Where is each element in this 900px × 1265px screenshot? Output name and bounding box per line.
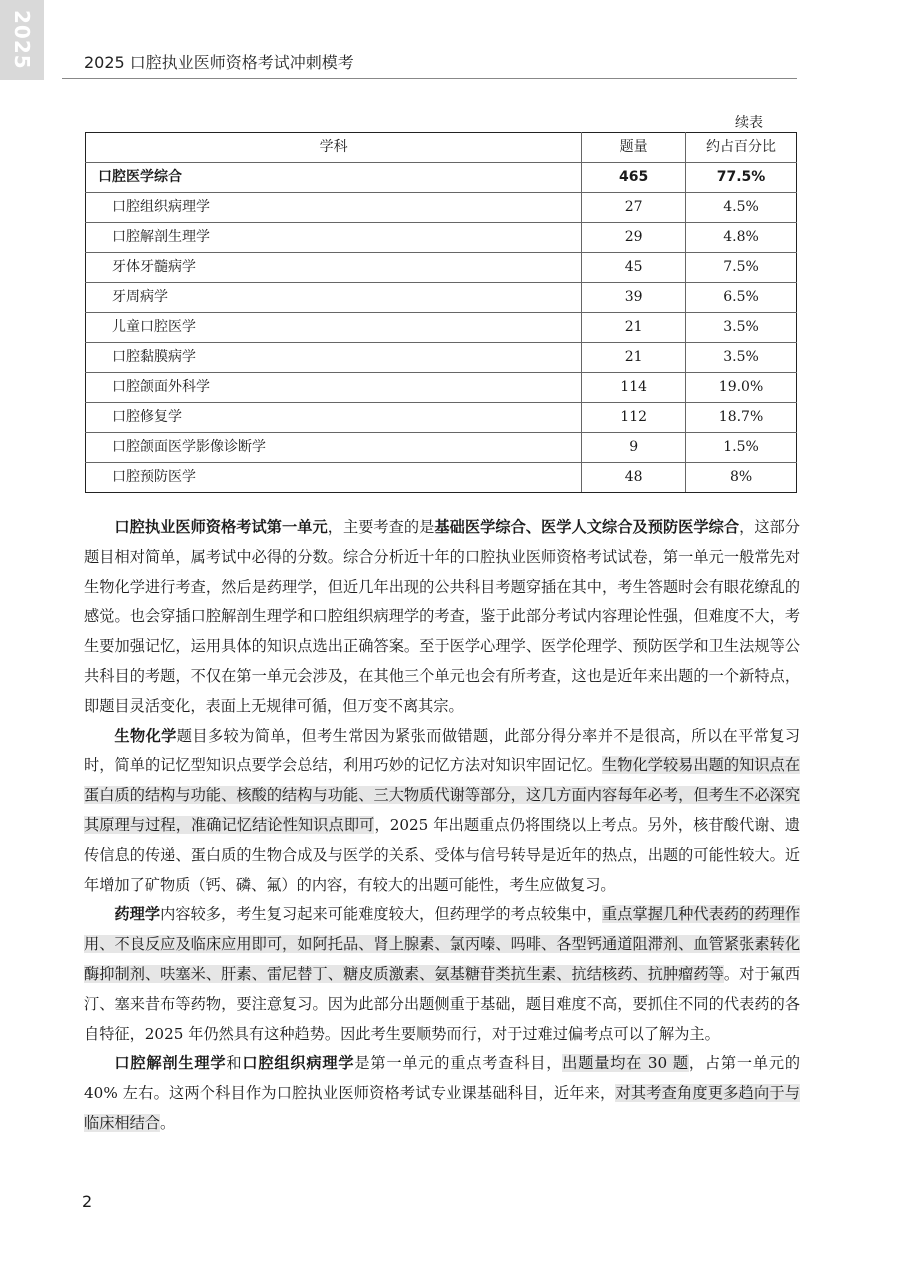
bold-term: 生物化学 — [114, 726, 177, 745]
row-percent: 3.5% — [686, 343, 797, 373]
text-run: ，这部分题目相对简单，属考试中必得的分数。综合分析近十年的口腔执业医师资格考试试卷，第一单元一般常先对生物化学进行考查，然后是药理学，但近几年出现的公共科目考题穿插在其中，考生答题时会有眼花缭乱的感觉。也会穿插口腔解剖生理学和口腔组织病理学的考查，鉴于此部分考试内容理论性强，但难度不大，考生要加强记忆，运用具体的知识点选出正确答案。至于医学心理学、医学伦理学、预防医学和卫生法规等公共科目的考题，不仅在第一单元会涉及，在其他三个单元也会有所考查，这也是近年来出题的一个新特点，即题目灵活变化，表面上无规律可循，但万变不离其宗。 — [84, 518, 801, 715]
bold-term: 基础医学综合、医学人文综合及预防医学综合 — [434, 518, 740, 536]
paragraph-oral-anatomy — [84, 1049, 800, 1138]
row-subject: 口腔组织病理学 — [86, 193, 582, 223]
bold-term: 药理学 — [114, 905, 161, 924]
row-count: 39 — [582, 283, 686, 313]
row-count: 112 — [582, 403, 686, 433]
year-side-tab: 2025 — [0, 0, 44, 80]
table-row — [86, 313, 797, 343]
row-subject: 口腔颌面医学影像诊断学 — [86, 433, 582, 463]
paragraph-pharmacology — [84, 900, 800, 1049]
bold-term: 口腔执业医师资格考试第一单元 — [114, 518, 328, 536]
column-header-count: 题量 — [582, 133, 686, 163]
table-header-row — [86, 133, 797, 163]
row-percent: 6.5% — [686, 283, 797, 313]
text-run: 是第一单元的重点考查科目， — [354, 1054, 563, 1073]
row-subject: 牙体牙髓病学 — [86, 253, 582, 283]
text-run: 和 — [226, 1054, 243, 1073]
bold-term: 口腔解剖生理学 — [114, 1054, 227, 1073]
row-percent: 1.5% — [686, 433, 797, 463]
paragraph-unit-one — [84, 513, 800, 722]
row-count: 29 — [582, 223, 686, 253]
table-row — [86, 403, 797, 433]
column-header-subject: 学科 — [86, 133, 582, 163]
row-percent: 7.5% — [686, 253, 797, 283]
row-count: 114 — [582, 373, 686, 403]
running-header-title: 2025 口腔执业医师资格考试冲刺模考 — [84, 53, 354, 72]
text-run: ，占第一单元的 40% 左右。这两个科目作为口腔执业医师资格考试专业课基础科目，近年来， — [84, 1054, 801, 1103]
row-subject: 口腔修复学 — [86, 403, 582, 433]
highlighted-text: 对其考查角度更多趋向于与临床相结合 — [84, 1084, 800, 1132]
row-percent: 4.5% — [686, 193, 797, 223]
highlighted-text: 生物化学较易出题的知识点在蛋白质的结构与功能、核酸的结构与功能、三大物质代谢等部分，这几方面内容每年必考，但考生不必深究其原理与过程，准确记忆结论性知识点即可 — [84, 756, 801, 834]
table-total-row — [86, 163, 797, 193]
row-subject: 口腔颌面外科学 — [86, 373, 582, 403]
row-count: 21 — [582, 343, 686, 373]
row-count: 21 — [582, 313, 686, 343]
body-text — [84, 513, 800, 1139]
row-count: 48 — [582, 463, 686, 493]
table-row — [86, 433, 797, 463]
column-header-percent: 约占百分比 — [686, 133, 797, 163]
text-run: 内容较多，考生复习起来可能难度较大，但药理学的考点较集中， — [160, 905, 602, 924]
table-continued-caption: 续表 — [735, 115, 763, 131]
row-count: 27 — [582, 193, 686, 223]
row-percent: 8% — [686, 463, 797, 493]
text-run: ，主要考查的是 — [327, 518, 435, 536]
row-count: 45 — [582, 253, 686, 283]
table-row — [86, 223, 797, 253]
text-run: 。 — [159, 1113, 176, 1132]
text-run: ，2025 年出题重点仍将围绕以上考点。另外，核苷酸代谢、遗传信息的传递、蛋白质的生物合成及与医学的关系、受体与信号转导是近年的热点，出题的可能性较大。近年增加了矿物质（钙、磷、氟）的内容，有较大的出题可能性，考生应做复习。 — [84, 815, 800, 894]
total-percent: 77.5% — [686, 163, 797, 193]
row-count: 9 — [582, 433, 686, 463]
text-run: 题目多较为简单，但考生常因为紧张而做错题，此部分得分率并不是很高，所以在平常复习时，简单的记忆型知识点要学会总结，利用巧妙的记忆方法对知识牢固记忆。 — [84, 726, 801, 775]
subject-distribution-table — [85, 132, 797, 493]
row-subject: 口腔解剖生理学 — [86, 223, 582, 253]
row-subject: 牙周病学 — [86, 283, 582, 313]
row-subject: 口腔预防医学 — [86, 463, 582, 493]
row-subject: 儿童口腔医学 — [86, 313, 582, 343]
highlighted-text: 重点掌握几种代表药的药理作用、不良反应及临床应用即可，如阿托品、肾上腺素、氯丙嗪、吗啡、各型钙通道阻滞剂、血管紧张素转化酶抑制剂、呋塞米、肝素、雷尼替丁、糖皮质激素、氨基糖苷类抗生素、抗结核药、抗肿瘤药等 — [84, 905, 801, 983]
row-percent: 3.5% — [686, 313, 797, 343]
total-count: 465 — [582, 163, 686, 193]
table-row — [86, 253, 797, 283]
row-subject: 口腔黏膜病学 — [86, 343, 582, 373]
text-run: 。对于氟西汀、塞来昔布等药物，要注意复习。因为此部分出题侧重于基础，题目难度不高，要抓住不同的代表药的各自特征，2025 年仍然具有这种趋势。因此考生要顺势而行，对于过难过偏考点可以了解为主。 — [84, 964, 801, 1043]
row-percent: 19.0% — [686, 373, 797, 403]
table-row — [86, 193, 797, 223]
row-percent: 4.8% — [686, 223, 797, 253]
row-percent: 18.7% — [686, 403, 797, 433]
paragraph-biochemistry — [84, 722, 800, 901]
highlighted-text: 出题量均在 30 题 — [562, 1054, 689, 1073]
page-number: 2 — [82, 1192, 93, 1211]
total-subject: 口腔医学综合 — [86, 163, 582, 193]
bold-term: 口腔组织病理学 — [242, 1054, 355, 1073]
header-divider — [62, 78, 797, 79]
table-row — [86, 463, 797, 493]
table-row — [86, 373, 797, 403]
table-row — [86, 343, 797, 373]
table-row — [86, 283, 797, 313]
